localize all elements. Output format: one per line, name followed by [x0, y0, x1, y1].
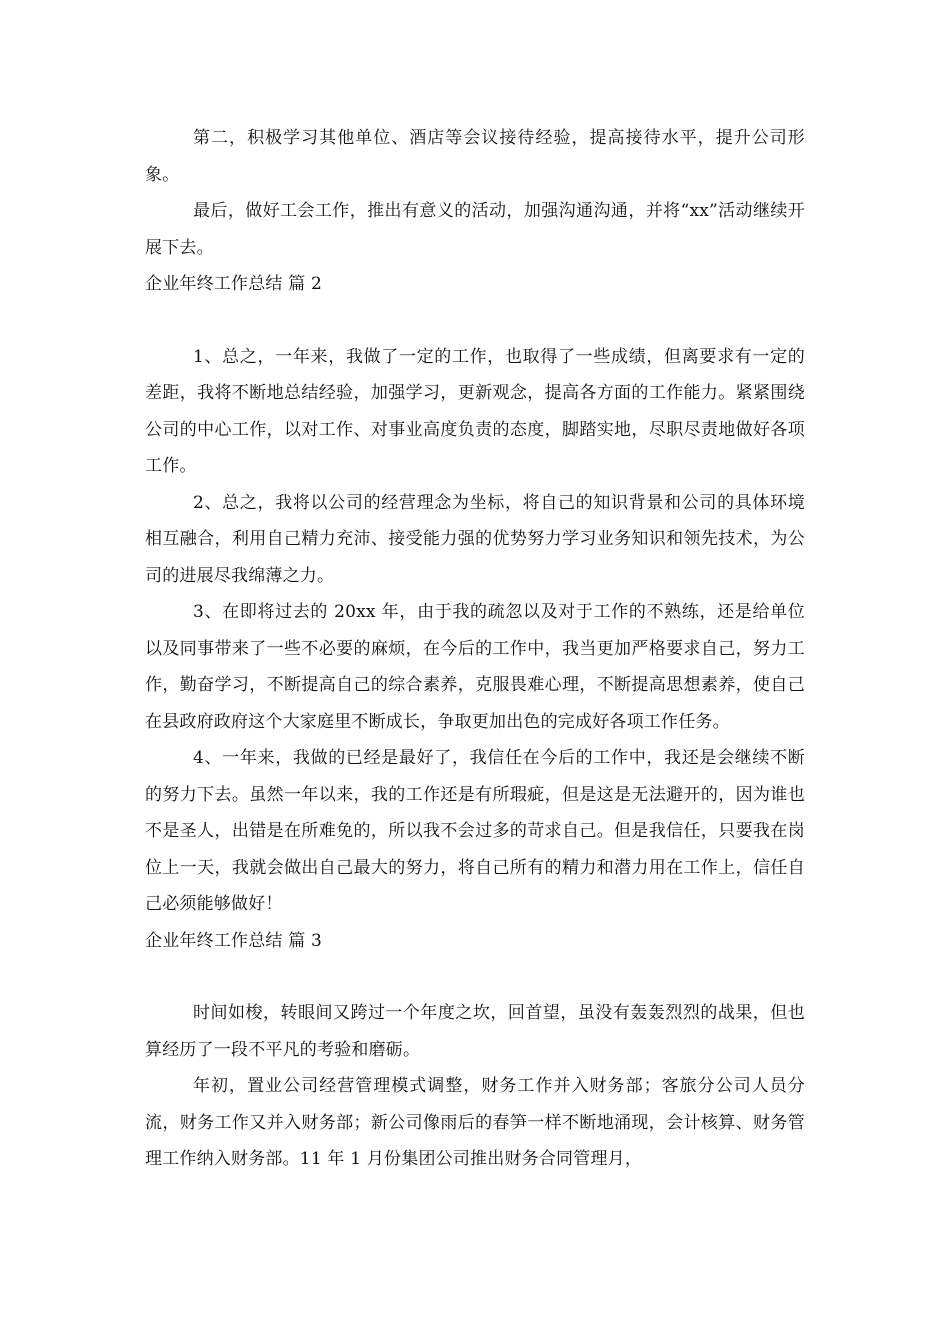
- section-heading: 企业年终工作总结 篇 2: [145, 274, 323, 294]
- paragraph: 第二，积极学习其他单位、酒店等会议接待经验，提高接待水平，提升公司形象。: [145, 128, 805, 185]
- paragraph: 时间如梭，转眼间又跨过一个年度之坎，回首望，虽没有轰轰烈烈的战果，但也算经历了一段不平凡的考验和磨砺。: [145, 1003, 805, 1060]
- heading-spacer: [145, 959, 805, 995]
- paragraph: 2、总之，我将以公司的经营理念为坐标，将自己的知识背景和公司的具体环境相互融合，利用自己精力充沛、接受能力强的优势努力学习业务知识和领先技术，为公司的进展尽我绵薄之力。: [145, 492, 805, 586]
- section-heading: 企业年终工作总结 篇 3: [145, 930, 323, 951]
- document-body: [145, 120, 805, 1178]
- paragraph: 最后，做好工会工作，推出有意义的活动，加强沟通沟通，并将“xx”活动继续开展下去。: [145, 201, 805, 258]
- paragraph: 1、总之，一年来，我做了一定的工作，也取得了一些成绩，但离要求有一定的差距，我将不断地总结经验，加强学习，更新观念，提高各方面的工作能力。紧紧围绕公司的中心工作，以对工作、对事业高度负责的态度，脚踏实地，尽职尽责地做好各项工作。: [145, 346, 805, 476]
- paragraph: 4、一年来，我做的已经是最好了，我信任在今后的工作中，我还是会继续不断的努力下去。虽然一年以来，我的工作还是有所瑕疵，但是这是无法避开的，因为谁也不是圣人，出错是在所难免的，所以我不会过多的苛求自己。但是我信任，只要我在岗位上一天，我就会做出自己最大的努力，将自己所有的精力和潜力用在工作上，信任自己必须能够做好！: [145, 748, 805, 914]
- paragraph: 年初，置业公司经营管理模式调整，财务工作并入财务部；客旅分公司人员分流，财务工作又并入财务部；新公司像雨后的春笋一样不断地涌现，会计核算、财务管理工作纳入财务部。11 年 1 月份集团公司推出财务合同管理月，: [145, 1076, 805, 1169]
- paragraph: 3、在即将过去的 20xx 年，由于我的疏忽以及对于工作的不熟练，还是给单位以及同事带来了一些不必要的麻烦，在今后的工作中，我当更加严格要求自己，努力工作，勤奋学习，不断提高自己的综合素养，克服畏难心理，不断提高思想素养，使自己在县政府政府这个大家庭里不断成长，争取更加出色的完成好各项工作任务。: [145, 602, 805, 732]
- heading-spacer: [145, 303, 805, 339]
